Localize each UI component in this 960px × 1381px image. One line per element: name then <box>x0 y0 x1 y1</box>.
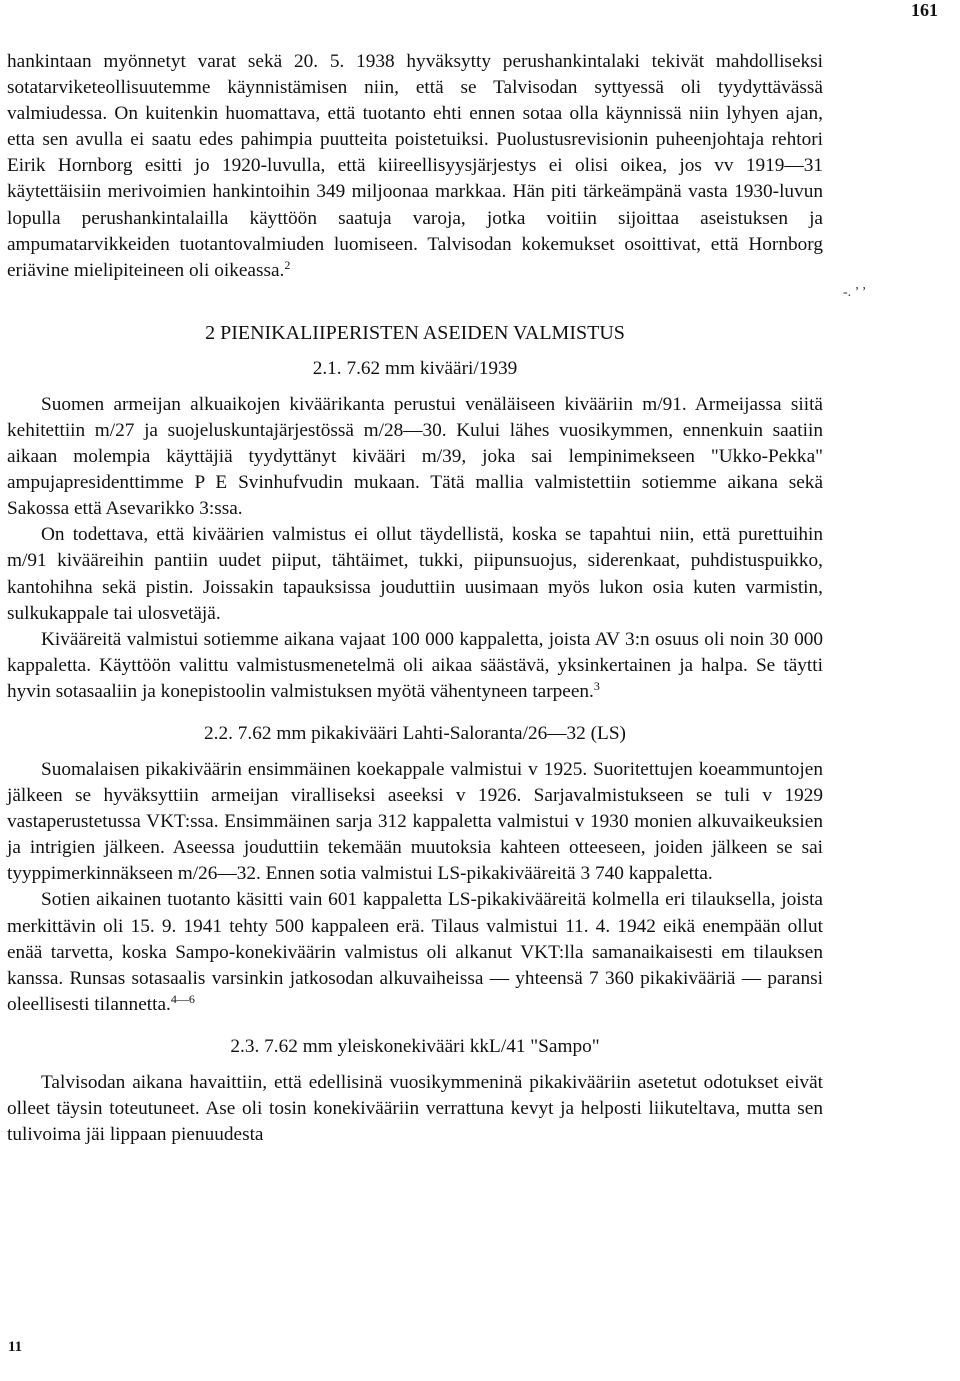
paragraph-text: hankintaan myönnetyt varat sekä 20. 5. 1938 hyväksytty perushankintalaki tekivät mahdolliseksi sotatarviketeollisuutemme käynnistämisen niin, että se Talvisodan syttyessä oli tyydyttävässä valmiudessa. On kuitenkin huomattava, että tuotanto ehti ennen sotaa olla käynnissä niin lyhyen ajan, etta sen avulla ei saatu edes pahimpia puutteita poistetuiksi. Puolustusrevisionin puheenjohtaja rehtori Eirik Hornborg esitti jo 1920-luvulla, että kiireellisyysjärjestys ei olisi oikea, jos vv 1919—31 käytettäisiin merivoimien hankintoihin 349 miljoonaa markkaa. Hän piti tärkeämpänä vasta 1930-luvun lopulla perushankintalailla käyttöön saatuja varoja, jotka voitiin sijoittaa aseistuksen ja ampumatarvikkeiden tuotantovalmiuden luomiseen. Talvisodan kokemukset osoittivat, että Hornborg eriävine mielipiteineen oli oikeassa. <box>7 51 823 281</box>
footer-mark: 11 <box>8 1339 23 1355</box>
subsection-title-2-2: 2.2. 7.62 mm pikakivääri Lahti-Saloranta/26—32 (LS) <box>204 722 626 744</box>
paragraph-2-1-c <box>7 627 823 705</box>
intro-paragraph <box>7 49 823 284</box>
subsection-title-2-3: 2.3. 7.62 mm yleiskonekivääri kkL/41 "Sampo" <box>230 1035 600 1057</box>
page-number: 161 <box>911 0 938 20</box>
paragraph-2-2-b <box>7 887 823 1017</box>
subsection-title-2-1: 2.1. 7.62 mm kivääri/1939 <box>312 357 518 379</box>
document-body <box>7 49 823 1148</box>
paragraph-text: Sotien aikainen tuotanto käsitti vain 601 kappaletta LS-pikakivääreitä kolmella eri tilauksella, joista merkittävin oli 15. 9. 1941 tehty 500 kappaleen erä. Tilaus valmistui 11. 4. 1942 eikä enempään ollut enää tarvetta, koska Sampo-konekiväärin valmistus oli alkanut VKT:lla samanaikaisesti em tilauksen kanssa. Runsas sotasaalis varsinkin jatkosodan alkuvaiheissa — yhteensä 7 360 pikakivääriä — paransi oleellisesti tilannetta. <box>7 889 823 1015</box>
paragraph-2-1-b: On todettava, että kiväärien valmistus ei ollut täydellistä, koska se tapahtui niin, että purettuihin m/91 kivääreihin pantiin uudet piiput, tähtäimet, tukki, piipunsuojus, siderenkaat, puhdistuspuikko, kantohihna sekä pistin. Joissakin tapauksissa jouduttiin uusimaan myös lukon osia kuten varmistin, sulkukappale tai ulosvetäjä. <box>7 524 823 624</box>
paragraph-2-3-a: Talvisodan aikana havaittiin, että edellisinä vuosikymmeninä pikakivääriin asetetut odotukset eivät olleet täysin toteutuneet. Ase oli tosin konekivääriin verrattuna kevyt ja helposti liikuteltava, mutta sen tulivoima jäi lippaan pienuudesta <box>7 1071 823 1146</box>
paragraph-text: Kivääreitä valmistui sotiemme aikana vajaat 100 000 kappaletta, joista AV 3:n osuus oli noin 30 000 kappaletta. Käyttöön valittu valmistusmenetelmä oli aikaa säästävä, yksinkertainen ja halpa. Se täytti hyvin sotasaaliin ja konepistoolin valmistuksen myötä vähentyneen tarpeen. <box>7 628 823 702</box>
footnote-ref: 4—6 <box>170 991 195 1006</box>
section-title: 2 PIENIKALIIPERISTEN ASEIDEN VALMISTUS <box>205 321 625 344</box>
paragraph-2-1-a: Suomen armeijan alkuaikojen kiväärikanta perustui venäläiseen kivääriin m/91. Armeijassa siitä kehitettiin m/27 ja suojeluskuntajärjestössä m/28—30. Kului lähes vuosikymmen, ennenkuin saatiin aikaan molempia käyttäjiä tyydyttänyt kivääri m/39, joka sai lempinimekseen "Ukko-Pekka" ampujapresidenttimme P E Svinhufvudin mukaan. Tätä mallia valmistettiin sotiemme aikana sekä Sakossa että Asevarikko 3:ssa. <box>7 393 823 520</box>
footnote-ref: 2 <box>284 257 291 272</box>
paragraph-2-2-a: Suomalaisen pikakiväärin ensimmäinen koekappale valmistui v 1925. Suoritettujen koeammuntojen jälkeen se hyväksyttiin armeijan viralliseksi aseeksi v 1926. Sarjavalmistukseen se tuli v 1929 vastaperustetussa VKT:ssa. Ensimmäinen sarja 312 kappaletta valmistui v 1930 monien alkuvaikeuksien ja intrigien jälkeen. Aseessa jouduttiin tekemään muutoksia kahteen otteeseen, joiden jälkeen se sai tyyppimerkinnäkseen m/26—32. Ennen sotia valmistui LS-pikakivääreitä 3 740 kappaletta. <box>7 758 823 885</box>
margin-marks: -. ’ ʼ <box>843 285 867 300</box>
footnote-ref: 3 <box>593 678 600 693</box>
